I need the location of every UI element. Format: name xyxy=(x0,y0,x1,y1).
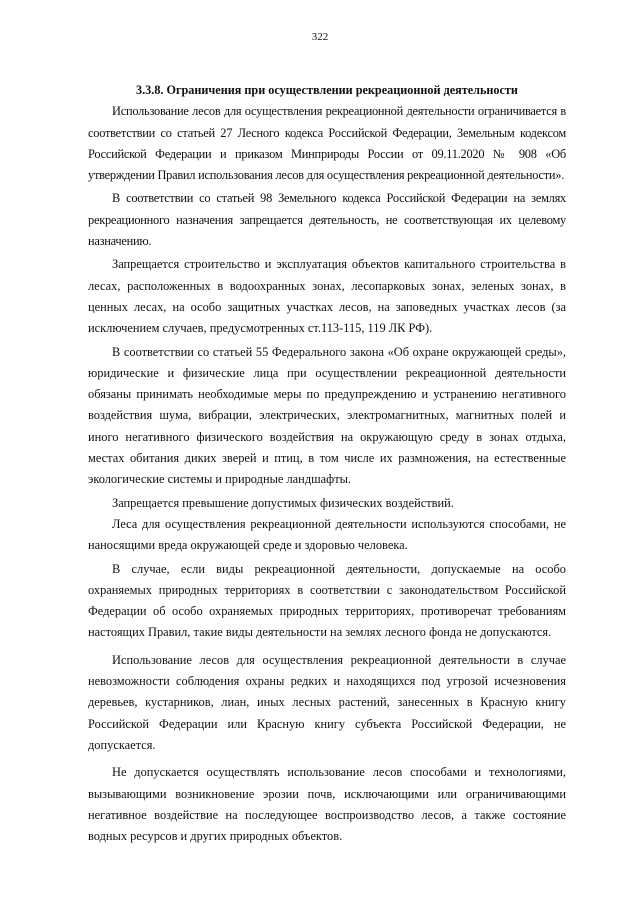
paragraph-5: Запрещается превышение допустимых физических воздействий. xyxy=(112,495,454,510)
paragraph-6: Леса для осуществления рекреационной деятельности используются способами, не наносящими вреда окружающей среде и здоровью человека. xyxy=(88,516,566,553)
section-heading: 3.3.8. Ограничения при осуществлении рекреационной деятельности xyxy=(136,83,518,97)
paragraph-2: В соответствии со статьей 98 Земельного кодекса Российской Федерации на землях рекреационного назначения запрещается деятельность, не соответствующая их целевому назначению. xyxy=(88,191,566,249)
paragraph-9: Не допускается осуществлять использование лесов способами и технологиями, вызывающими возникновение эрозии почв, исключающими или ограничивающими негативное воздействие на последующее воспроизводство лесов, а также состояние водных ресурсов и других природных объектов. xyxy=(88,765,566,844)
page-number: 322 xyxy=(311,31,329,43)
paragraph-4: В соответствии со статьей 55 Федерального закона «Об охране окружающей среды», юридические и физические лица при осуществлении рекреационной деятельности обязаны принимать необходимые меры по предупреждению и устранению негативного воздействия шума, вибрации, электрических, электромагнитных, магнитных полей и иного негативного физического воздействия на окружающую среду в зонах отдыха, местах обитания диких зверей и птиц, в том числе их размножения, на естественные экологические системы и природные ландшафты. xyxy=(88,344,566,487)
paragraph-8: Использование лесов для осуществления рекреационной деятельности в случае невозможности соблюдения охраны редких и находящихся под угрозой исчезновения деревьев, кустарников, лиан, иных лесных растений, занесенных в Красную книгу Российской Федерации или Красную книгу субъекта Российской Федерации, не допускается. xyxy=(88,652,566,752)
paragraph-1: Использование лесов для осуществления рекреационной деятельности ограничивается в соответствии со статьей 27 Лесного кодекса Российской Федерации, Земельным кодексом Российской Федерации и приказом Минприроды России от 09.11.2020 № 908 «Об утверждении Правил использования лесов для осуществления рекреационной деятельности». xyxy=(88,104,566,183)
page-content xyxy=(88,80,566,847)
paragraph-3: Запрещается строительство и эксплуатация объектов капитального строительства в лесах, расположенных в водоохранных зонах, лесопарковых зонах, зеленых зонах, в ценных лесах, на особо защитных участках лесов, на заповедных участках лесов (за исключением случаев, предусмотренных ст.113-115, 119 ЛК РФ). xyxy=(88,257,566,336)
paragraph-7: В случае, если виды рекреационной деятельности, допускаемые на особо охраняемых природных территориях в соответствии с законодательством Российской Федерации об особо охраняемых природных территориях, противоречат требованиям настоящих Правил, такие виды деятельности на землях лесного фонда не допускаются. xyxy=(88,561,566,640)
